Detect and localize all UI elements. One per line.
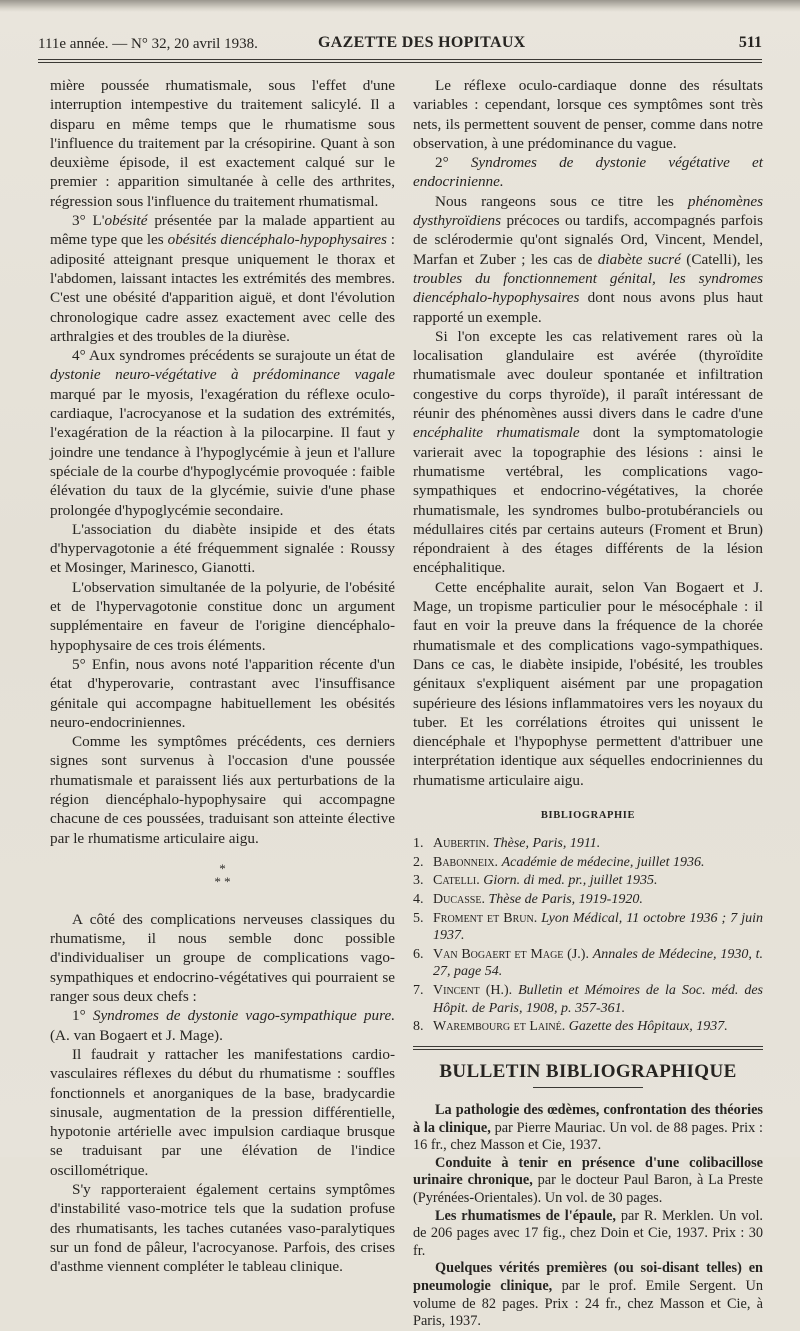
paragraph [50, 346, 395, 520]
item-author: Froment et Brun. [433, 910, 538, 926]
text-run: 2° [435, 154, 471, 172]
page-number: 511 [738, 34, 762, 51]
item-author: Van Bogaert et Mage (J.). [433, 946, 589, 962]
journal-title: GAZETTE DES HOPITAUX [318, 34, 526, 51]
emphasis: Syndromes de dystonie vago-sympathique pure. [92, 1007, 395, 1025]
item-number: 3. [413, 873, 424, 889]
paragraph: S'y rapporteraient également certains symptômes d'instabilité vaso-motrice tels que la sudation profuse des rhumatisants, les taches cutanées vaso-paralytiques sur un fond de pâleur, l'acrocyanose. Parfois, des crises d'asthme viennent compléter le tableau clinique. [50, 1181, 395, 1276]
text-run: (Catelli), les [680, 250, 763, 268]
header-rule [38, 59, 762, 60]
emphasis: encéphalite rhumatismale [413, 424, 580, 442]
item-reference: Thèse de Paris, 1919-1920. [488, 892, 643, 908]
section-rule [413, 1046, 763, 1047]
paragraph: Cette encéphalite aurait, selon Van Bogaert et J. Mage, un tropisme particulier pour le mésocéphale : il faut en voir la preuve dans la fréquence de la chorée rhumatismale et des complications vago-sympathiques. Dans ce cas, le diabète insipide, l'obésité, les troubles génitaux s'expliquent aisément par une propagation supérieure des lésions inflammatoires vers les noyaux du tuber. Et les corrélations étroites qui unissent le diencéphale et l'hypophyse permettent d'attribuer une interprétation identique aux séquelles endocriniennes du rhumatisme articulaire aigu. [413, 578, 763, 789]
paragraph [50, 1006, 395, 1045]
review-title: Les rhumatismes de l'épaule, [435, 1207, 616, 1224]
paragraph: Le réflexe oculo-cardiaque donne des résultats variables : cependant, lorsque ces symptômes sont très nets, ils permettent souvent de penser, comme dans notre observation, à une prédominance du vague. [413, 77, 763, 152]
paragraph: Il faudrait y rattacher les manifestations cardio-vasculaires réflexes du début du rhumatisme : souffles fonctionnels et anorganiques de la base, bradycardie sinusale, augmentation de la pression différentielle, hypotonie artérielle avec impulsion cardiaque brusque se traduisant par une élévation de l'indice oscillométrique. [50, 1045, 395, 1179]
bibliography-item [413, 872, 763, 890]
text-run: marqué par le myosis, l'exagération du réflexe oculo-cardiaque, l'acrocyanose et la sudation des extrémités, l'exagération de la réaction à la pilocarpine. Il faut y joindre une tendance à l'hypoglycémie à jeun et l'allure spéciale de la courbe d'hypoglycémie provoquée : faible élévation du taux de la glycémie, suivie d'une phase prolongée d'hypoglycémie secondaire. [50, 385, 395, 519]
review-details: par Pierre Mauriac. Un vol. de 88 pages. Prix : 16 fr., chez Masson et Cie, 1937. [413, 1119, 763, 1154]
review-details: par R. Merklen. Un vol. de 206 pages avec 17 fig., chez Doin et Cie, 1937. Prix : 30 fr. [413, 1207, 764, 1259]
emphasis: obésité [104, 212, 148, 230]
item-reference: Gazette des Hôpitaux, 1937. [568, 1019, 728, 1035]
scan-edge-shadow [0, 0, 800, 12]
item-author: Aubertin. [433, 836, 490, 852]
paragraph: mière poussée rhumatismale, sous l'effet d'une interruption intempestive du traitement salicylé. Il a disparu en même temps que le rhumatisme sous l'influence du traitement par la crésopirine. Quant à son deuxième épisode, il est exactement calqué sur le premier : apparition simultanée à celle des arthrites, régression sous l'influence du traitement rhumatismal. [50, 77, 395, 210]
item-number: 6. [413, 946, 424, 962]
running-header [38, 34, 762, 56]
review-title: Conduite à tenir en présence d'une colibacillose urinaire chronique, [413, 1154, 763, 1189]
review-entry [413, 1260, 763, 1330]
bibliography-item [413, 835, 763, 853]
paragraph: 5° Enfin, nous avons noté l'apparition récente d'un état d'hyperovarie, contrastant avec l'insuffisance génitale qui accompagne habituellement les obésités neuro-endocriniennes. [50, 655, 395, 731]
item-number: 2. [413, 854, 424, 870]
text-run: précoces ou tardifs, accompagnés parfois de sclérodermie qu'ont signalés Ord, Vincent, Mendel, Marfan et Zuber ; les cas de [413, 212, 763, 268]
bibliography-item [413, 982, 763, 1017]
issue-line: 111e année. — N° 32, 20 avril 1938. [38, 36, 258, 52]
paragraph [413, 153, 763, 192]
text-run: 3° L' [72, 212, 105, 230]
text-run: Si l'on excepte les cas relativement rares où la localisation glandulaire est avérée (thyroïdite rhumatismale avec douleur spontanée et infiltration congestive du corps thyroïde), il paraît intéressant de réunir des phénomènes aussi divers dans le cadre d'une [413, 327, 763, 423]
paragraph: Comme les symptômes précédents, ces derniers signes sont survenus à l'occasion d'une poussée rhumatismale et paraissent liés aux perturbations de la région diencéphalo-hypophysaire qui accompagne chacune de ces poussées, traduisant son atteinte élective par le rhumatisme articulaire aigu. [50, 733, 395, 847]
paragraph: L'observation simultanée de la polyurie, de l'obésité et de l'hypervagotonie constitue donc un argument supplémentaire en faveur de l'origine diencéphalo-hypophysaire de ces trois éléments. [50, 578, 395, 654]
item-reference: Lyon Médical, 11 octobre 1936 ; 7 juin 1937. [433, 910, 763, 944]
heading-underline [533, 1087, 643, 1088]
paragraph [413, 327, 763, 578]
review-entry [413, 1208, 763, 1261]
emphasis: dystonie neuro-végétative à prédominance vagale [50, 366, 395, 384]
text-run: dont la symptomatologie varierait avec la topographie des lésions : ainsi le rhumatisme vertébral, les complications vago-sympathiques et endocrino-végétatives, la chorée rhumatismale, les syndromes bulbo-protubéranciels ou médullaires cités par certains auteurs (Froment et Brun) répondraient à des étages différents de la lésion encéphalitique. [413, 424, 763, 577]
paragraph: L'association du diabète insipide et des états d'hypervagotonie a été fréquemment signalée : Roussy et Mosinger, Marinesco, Gianotti. [50, 520, 395, 577]
item-author: Babonneix. [433, 854, 499, 870]
bibliography-heading: BIBLIOGRAPHIE [540, 809, 636, 821]
item-number: 1. [413, 836, 424, 852]
text-run: dont nous avons plus haut rapporté un exemple. [413, 289, 763, 326]
right-column [413, 76, 763, 1331]
emphasis: obésités diencéphalo-hypophysaires [167, 231, 387, 249]
bibliography-item [413, 891, 763, 909]
bibliography-item [413, 854, 763, 872]
review-entry [413, 1155, 763, 1208]
item-reference: Bulletin et Mémoires de la Soc. méd. des Hôpit. de Paris, 1908, p. 357-361. [433, 983, 763, 1016]
review-title: La pathologie des œdèmes, confrontation des théories à la clinique, [413, 1102, 763, 1136]
emphasis: diabète sucré [597, 250, 681, 268]
item-author: Catelli. [433, 873, 480, 889]
item-reference: Thèse, Paris, 1911. [492, 836, 601, 852]
review-details: par le docteur Paul Baron, à La Preste (Pyrénées-Orientales). Un vol. de 30 pages. [413, 1172, 763, 1207]
item-reference: Académie de médecine, juillet 1936. [501, 854, 705, 870]
review-title: Quelques vérités premières (ou soi-disant telles) en pneumologie clinique, [413, 1260, 763, 1295]
bibliography-list [413, 835, 763, 1036]
item-author: Ducasse. [433, 892, 485, 908]
paragraph [50, 211, 395, 346]
text-run: : adiposité atteignant presque uniquement le thorax et l'abdomen, laissant intactes les extrémités des membres. C'est une obésité d'apparition aiguë, et dont l'évolution chronologique cadre assez exactement avec celle des arthralgies et des troubles de la diurèse. [50, 231, 395, 345]
emphasis: troubles du fonctionnement génital, les syndromes diencéphalo-hypophysaires [413, 269, 763, 307]
emphasis: Syndromes de dystonie végétative et endocrinienne. [413, 154, 763, 191]
item-number: 8. [413, 1019, 424, 1035]
paragraph: A côté des complications nerveuses classiques du rhumatisme, il nous semble donc possible d'individualiser un groupe de complications vago-sympathiques et endocrino-végétatives qui pourraient se ranger sous deux chefs : [50, 910, 395, 1006]
review-entry [413, 1102, 763, 1155]
item-number: 5. [413, 910, 424, 926]
item-reference: Annales de Médecine, 1930, t. 27, page 54. [433, 946, 763, 980]
bibliography-item [413, 910, 763, 945]
text-run: 1° [72, 1007, 93, 1025]
section-asterism: * * * [214, 860, 231, 889]
review-details: par le prof. Emile Sergent. Un volume de 82 pages. Prix : 24 fr., chez Masson et Cie, à Paris, 1937. [413, 1278, 763, 1330]
header-rule-2 [38, 62, 762, 63]
text-run: Nous rangeons sous ce titre les [435, 192, 688, 210]
text-run: 4° Aux syndromes précédents se surajoute un état de [72, 347, 395, 365]
bulletin-heading: BULLETIN BIBLIOGRAPHIQUE [439, 1060, 737, 1082]
item-number: 4. [413, 892, 424, 908]
bibliography-item [413, 946, 763, 981]
text-run: (A. van Bogaert et J. Mage). [50, 1026, 223, 1044]
text-run: présentée par la malade appartient au même type que les [50, 212, 395, 249]
book-reviews [413, 1102, 763, 1331]
item-number: 7. [413, 983, 424, 999]
item-author: Warembourg et Lainé. [433, 1019, 566, 1035]
item-reference: Giorn. di med. pr., juillet 1935. [483, 873, 658, 889]
bibliography-item [413, 1018, 763, 1036]
item-author: Vincent (H.). [433, 983, 513, 999]
section-rule [413, 1049, 763, 1050]
emphasis: phénomènes dysthyroïdiens [413, 192, 763, 230]
left-column [50, 76, 395, 1277]
paragraph [413, 192, 763, 327]
